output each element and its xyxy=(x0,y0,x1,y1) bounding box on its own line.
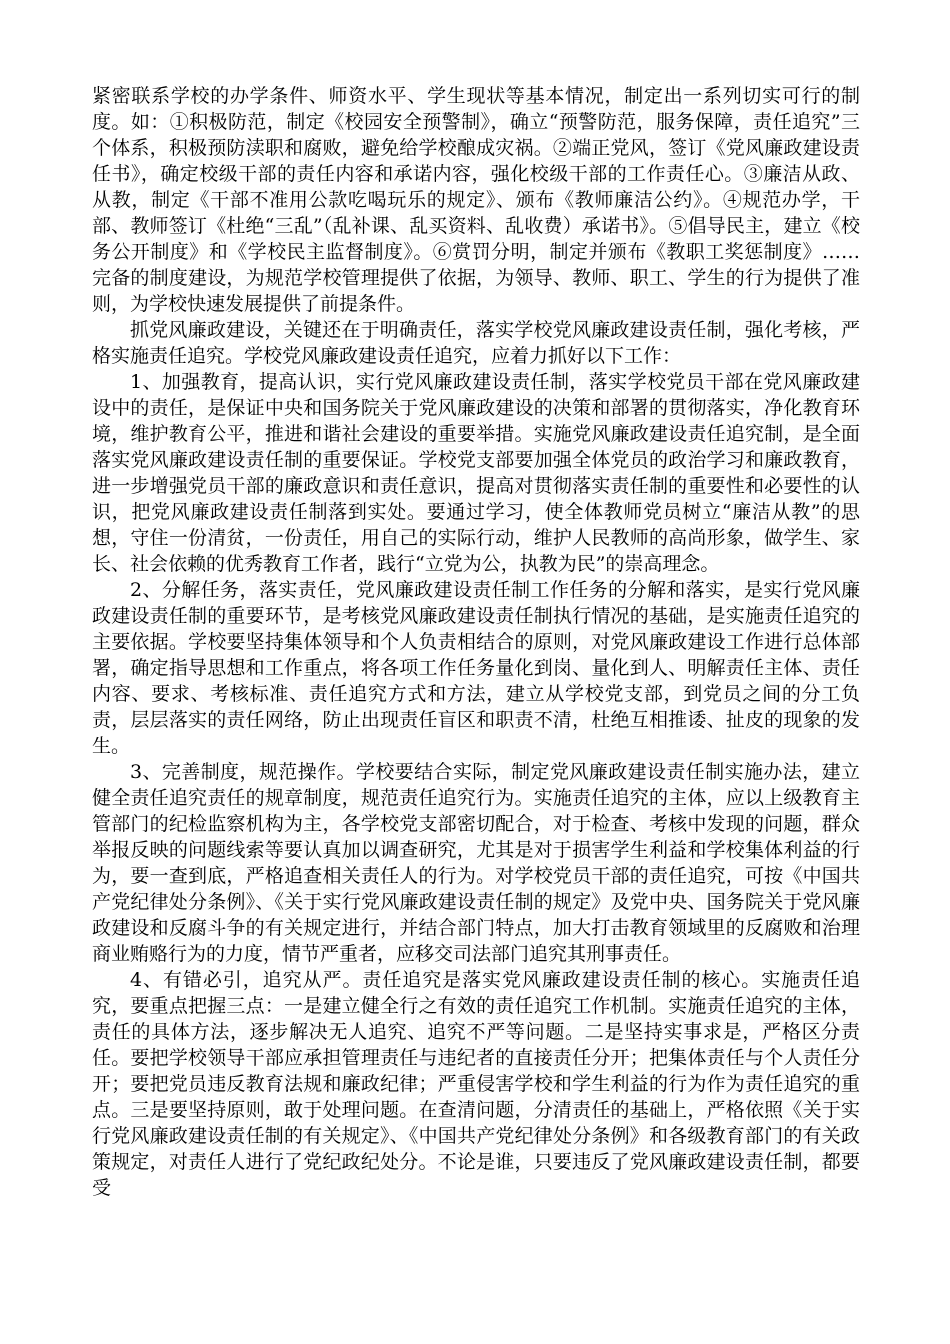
paragraph-4: 2、分解任务，落实责任，党风廉政建设责任制工作任务的分解和落实，是实行党风廉政建设责任制的重要环节，是考核党风廉政建设责任制执行情况的基础，是实施责任追究的主要依据。学校要坚持集体领导和个人负责相结合的原则，对党风廉政建设工作进行总体部署，确定指导思想和工作重点，将各项工作任务量化到岗、量化到人、明解责任主体、责任内容、要求、考核标准、责任追究方式和方法，建立从学校党支部，到党员之间的分工负责，层层落实的责任网络，防止出现责任盲区和职责不清，杜绝互相推诿、扯皮的现象的发生。 xyxy=(92,579,860,757)
paragraph-2: 抓党风廉政建设，关键还在于明确责任，落实学校党风廉政建设责任制，强化考核，严格实施责任追究。学校党风廉政建设责任追究，应着力抓好以下工作： xyxy=(92,319,860,367)
paragraph-1: 紧密联系学校的办学条件、师资水平、学生现状等基本情况，制定出一系列切实可行的制度。如：①积极防范，制定《校园安全预警制》，确立“预警防范，服务保障，责任追究”三个体系，积极预防渎职和腐败，避免给学校酿成灾祸。②端正党风，签订《党风廉政建设责任书》，确定校级干部的责任内容和承诺内容，强化校级干部的工作责任心。③廉洁从政、从教，制定《干部不准用公款吃喝玩乐的规定》、颁布《教师廉洁公约》。④规范办学，干部、教师签订《杜绝“三乱”（乱补课、乱买资料、乱收费）承诺书》。⑤倡导民主，建立《校务公开制度》和《学校民主监督制度》。⑥赏罚分明，制定并颁布《教职工奖惩制度》……完备的制度建设，为规范学校管理提供了依据，为领导、教师、职工、学生的行为提供了准则，为学校快速发展提供了前提条件。 xyxy=(92,85,860,315)
document-page xyxy=(92,83,860,1201)
paragraph-6: 4、有错必引，追究从严。责任追究是落实党风廉政建设责任制的核心。实施责任追究，要重点把握三点：一是建立健全行之有效的责任追究工作机制。实施责任追究的主体，责任的具体方法，逐步解决无人追究、追究不严等问题。二是坚持实事求是，严格区分责任。要把学校领导干部应承担管理责任与违纪者的直接责任分开；把集体责任与个人责任分开；要把党员违反教育法规和廉政纪律；严重侵害学校和学生利益的行为作为责任追究的重点。三是要坚持原则，敢于处理问题。在查清问题，分清责任的基础上，严格依照《关于实行党风廉政建设责任制的有关规定》、《中国共产党纪律处分条例》和各级教育部门的有关政策规定，对责任人进行了党纪政纪处分。不论是谁，只要违反了党风廉政建设责任制，都要受 xyxy=(92,969,860,1199)
paragraph-5: 3、完善制度，规范操作。学校要结合实际，制定党风廉政建设责任制实施办法，建立健全责任追究责任的规章制度，规范责任追究行为。实施责任追究的主体，应以上级教育主管部门的纪检监察机构为主，各学校党支部密切配合，对于检查、考核中发现的问题，群众举报反映的问题线索等要认真加以调查研究，尤其是对于损害学生利益和学校集体利益的行为，要一查到底，严格追查相关责任人的行为。对学校党员干部的责任追究，可按《中国共产党纪律处分条例》、《关于实行党风廉政建设责任制的规定》及党中央、国务院关于党风廉政建设和反腐斗争的有关规定进行，并结合部门特点，加大打击教育领域里的反腐败和治理商业贿赂行为的力度，情节严重者，应移交司法部门追究其刑事责任。 xyxy=(92,761,860,965)
paragraph-3: 1、加强教育，提高认识，实行党风廉政建设责任制，落实学校党员干部在党风廉政建设中的责任，是保证中央和国务院关于党风廉政建设的决策和部署的贯彻落实，净化教育环境，维护教育公平，推进和谐社会建设的重要举措。实施党风廉政建设责任追究制，是全面落实党风廉政建设责任制的重要保证。学校党支部要加强全体党员的政治学习和廉政教育，进一步增强党员干部的廉政意识和责任意识，提高对贯彻落实责任制的重要性和必要性的认识，把党风廉政建设责任制落到实处。要通过学习，使全体教师党员树立“廉洁从教”的思想，守住一份清贫，一份责任，用自己的实际行动，维护人民教师的高尚形象，做学生、家长、社会依赖的优秀教育工作者，践行“立党为公，执教为民”的崇高理念。 xyxy=(92,371,860,575)
